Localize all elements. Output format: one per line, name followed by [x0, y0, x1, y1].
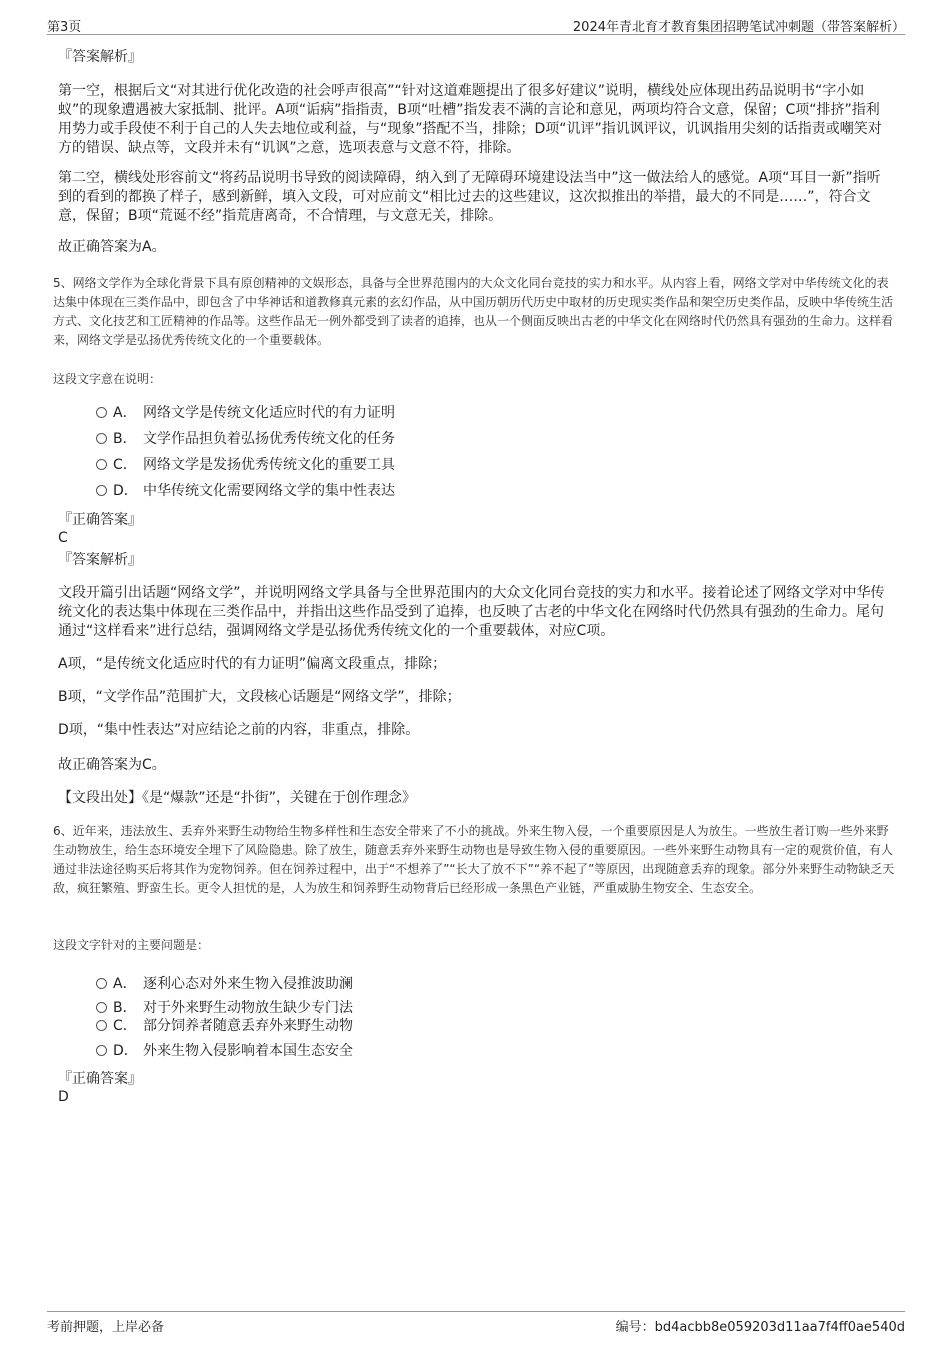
question-6-option-a[interactable]: A． 逐利心态对外来生物入侵推波助澜 [96, 975, 353, 993]
question-5-analysis-5: 故正确答案为C。 [58, 757, 166, 773]
question-5-option-c[interactable]: C． 网络文学是发扬优秀传统文化的重要工具 [96, 456, 395, 474]
question-5-option-d[interactable]: D． 中华传统文化需要网络文学的集中性表达 [96, 482, 395, 500]
analysis-paragraph-2: 第二空，横线处形容前文“将药品说明书导致的阅读障碍，纳入到了无障碍环境建设法当中”这一做法给人的感觉。A项“耳目一新”指听到的看到的都换了样子，感到新鲜，填入文段，可对应前文“相比过去的这些建议，这次拟推出的举措，最大的不同是……”，符合文意，保留；B项“荒诞不经”指荒唐离奇，不合情理，与文意无关，排除。 [58, 170, 881, 224]
question-6-answer: D [58, 1089, 69, 1105]
question-5-analysis-1: 文段开篇引出话题“网络文学”，并说明网络文学具备与全世界范围内的大众文化同台竞技的实力和水平。接着论述了网络文学对中华传统文化的表达集中体现在三类作品中，并指出这些作品受到了追捧，也反映了古老的中华文化在网络时代仍然具有强劲的生命力。尾句通过“这样看来”进行总结，强调网络文学是弘扬优秀传统文化的一个重要载体，对应C项。 [58, 585, 885, 639]
radio-icon[interactable] [96, 407, 107, 418]
radio-icon[interactable] [96, 1002, 107, 1013]
analysis-paragraph-1: 第一空，根据后文“对其进行优化改造的社会呼声很高”“针对这道难题提出了很多好建议”说明，横线处应体现出药品说明书“字小如蚁”的现象遭遇被大家抵制、批评。A项“诟病”指指责，B项“吐槽”指发表不满的言论和意见，两项均符合文意，保留；C项“排挤”指利用势力或手段使不利于自己的人失去地位或利益，与“现象”搭配不当，排除；D项“讥评”指讥讽评议，讥讽指用尖刻的话指责或嘲笑对方的错误、缺点等，文段并未有“讥讽”之意，选项表意与文意不符，排除。 [58, 83, 882, 156]
question-5-answer: C [58, 530, 68, 546]
question-6-stem: 6、近年来，违法放生、丢弃外来野生动物给生物多样性和生态安全带来了不小的挑战。外来生物入侵，一个重要原因是人为放生。一些放生者订购一些外来野生动物放生，给生态环境安全埋下了风险隐患。除了放生，随意丢弃外来野生动物也是导致生物入侵的重要原因。一些外来野生动物具有一定的观赏价值，有人通过非法途径购买后将其作为宠物饲养。但在饲养过程中，出于“不想养了”“长大了放不下”“养不起了”等原因，出现随意丢弃的现象。部分外来野生动物缺乏天敌，疯狂繁殖、野蛮生长。更令人担忧的是，人为放生和饲养野生动物背后已经形成一条黑色产业链，严重威胁生物安全、生态安全。 [53, 824, 895, 895]
question-5-prompt: 这段文字意在说明： [53, 372, 162, 386]
question-5-option-a[interactable]: A． 网络文学是传统文化适应时代的有力证明 [96, 404, 395, 422]
analysis-label: 『答案解析』 [58, 49, 142, 65]
footer-slogan: 考前押题，上岸必备 [47, 1320, 165, 1335]
question-6-option-b[interactable]: B． 对于外来野生动物放生缺少专门法 [96, 999, 353, 1017]
radio-icon[interactable] [96, 433, 107, 444]
document-title: 2024年青北育才教育集团招聘笔试冲刺题（带答案解析） [572, 20, 905, 35]
question-6-answer-label: 『正确答案』 [58, 1071, 142, 1087]
page-header [47, 14, 905, 35]
radio-icon[interactable] [96, 459, 107, 470]
question-6-prompt: 这段文字针对的主要问题是： [53, 938, 210, 952]
question-5-analysis-label: 『答案解析』 [58, 552, 142, 568]
question-5-option-b[interactable]: B． 文学作品担负着弘扬优秀传统文化的任务 [96, 430, 395, 448]
radio-icon[interactable] [96, 485, 107, 496]
document-serial: 编号：bd4acbb8e059203d11aa7f4ff0ae540d [615, 1320, 905, 1335]
question-6-option-d[interactable]: D． 外来生物入侵影响着本国生态安全 [96, 1042, 353, 1060]
final-answer: 故正确答案为A。 [58, 239, 166, 255]
question-5-source: 【文段出处】《是“爆款”还是“扑街”，关键在于创作理念》 [58, 790, 417, 806]
page-footer [47, 1311, 905, 1336]
question-5-answer-label: 『正确答案』 [58, 512, 142, 528]
radio-icon[interactable] [96, 1020, 107, 1031]
radio-icon[interactable] [96, 978, 107, 989]
page-number: 第3页 [47, 20, 82, 35]
question-5-stem: 5、网络文学作为全球化背景下具有原创精神的文娱形态，具备与全世界范围内的大众文化同台竞技的实力和水平。从内容上看，网络文学对中华传统文化的表达集中体现在三类作品中，即包含了中华神话和道教修真元素的玄幻作品，从中国历朝历代历史中取材的历史现实类作品和架空历史类作品，反映中华传统生活方式、文化技艺和工匠精神的作品等。这些作品无一例外都受到了读者的追捧，也从一个侧面反映出古老的中华文化在网络时代仍然具有强劲的生命力。这样看来，网络文学是弘扬优秀传统文化的一个重要载体。 [53, 276, 894, 347]
question-5-analysis-2: A项，“是传统文化适应时代的有力证明”偏离文段重点，排除； [58, 656, 447, 672]
question-6-option-c[interactable]: C． 部分饲养者随意丢弃外来野生动物 [96, 1017, 353, 1035]
radio-icon[interactable] [96, 1045, 107, 1056]
question-5-analysis-3: B项，“文学作品”范围扩大，文段核心话题是“网络文学”，排除； [58, 689, 461, 705]
question-5-analysis-4: D项，“集中性表达”对应结论之前的内容，非重点，排除。 [58, 722, 420, 738]
